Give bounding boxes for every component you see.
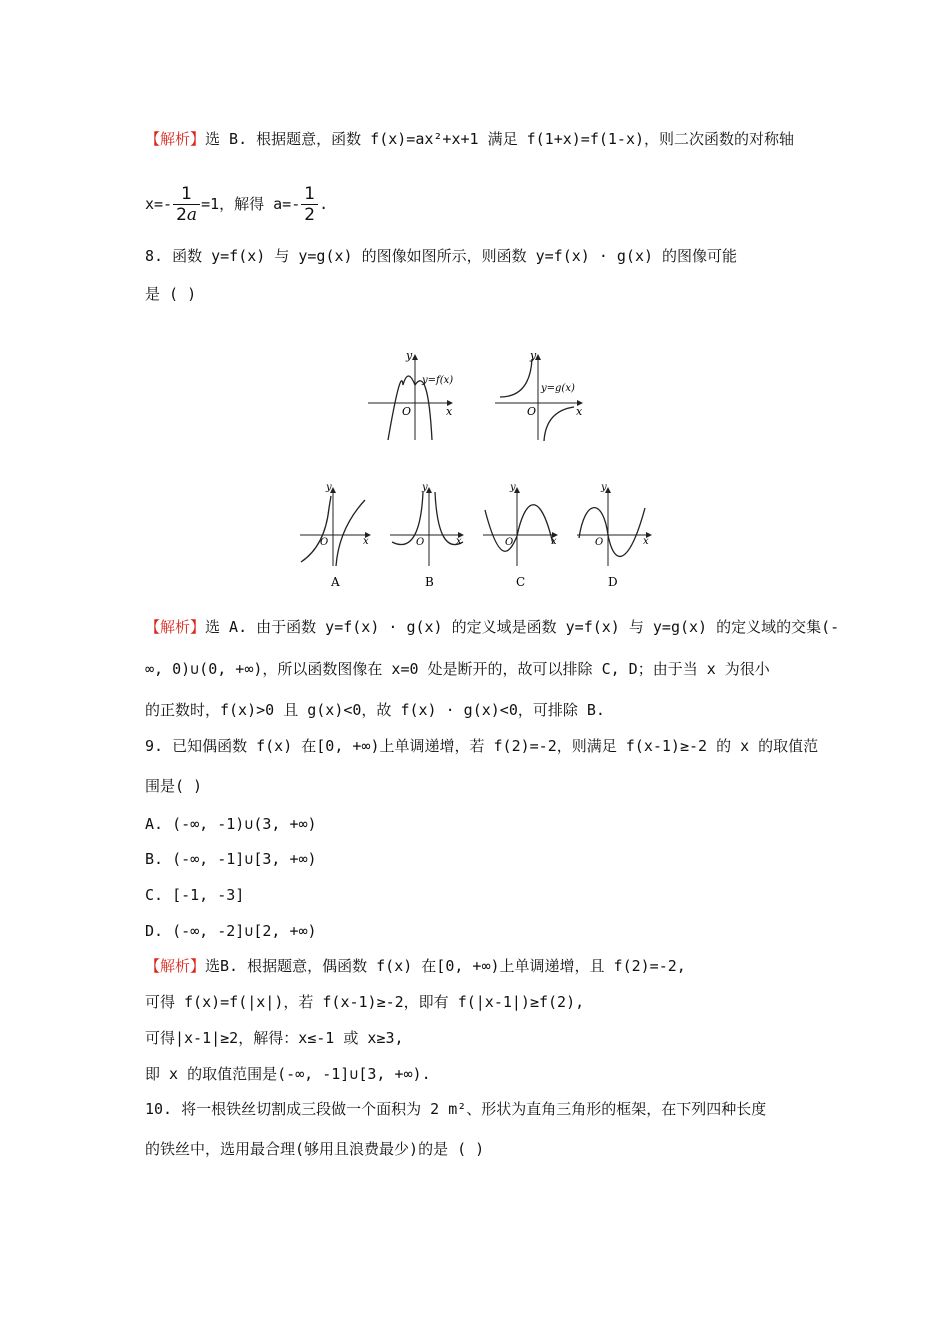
question-10-line-1: 10. 将一根铁丝切割成三段做一个面积为 2 m²、形状为直角三角形的框架，在下列四种长度 — [145, 1100, 767, 1118]
question-8-line-1: 8. 函数 y=f(x) 与 y=g(x) 的图像如图所示，则函数 y=f(x) · g(x) 的图像可能 — [145, 247, 738, 265]
question-10-line-2: 的铁丝中，选用最合理(够用且浪费最少)的是 ( ) — [145, 1140, 485, 1158]
origin-label: O — [402, 405, 412, 418]
question-9-line-1: 9. 已知偶函数 f(x) 在[0, +∞)上单调递增，若 f(2)=-2，则满足 f(x-1)≥-2 的 x 的取值范 — [145, 737, 819, 755]
solution-tag: 【解析】 — [145, 957, 206, 975]
function-graphs-figure — [360, 345, 600, 445]
curve-label-f: y=f(x) — [422, 375, 454, 386]
svg-text:x: x — [643, 536, 649, 547]
y-axis-label: y — [406, 349, 413, 362]
option-a-graph — [300, 482, 370, 589]
svg-text:y: y — [422, 482, 428, 493]
graph-g — [495, 349, 583, 441]
option-a-label: A — [331, 575, 340, 589]
option-b-graph — [390, 482, 463, 589]
fraction-1-over-2a: $\frac{1}{2a}$ — [173, 184, 200, 225]
solution-7-text: 选 B. 根据题意，函数 f(x)=ax²+x+1 满足 f(1+x)=f(1-x)，则二次函数的对称轴 — [205, 130, 795, 148]
x-axis-label: x — [446, 405, 453, 418]
fraction-1-over-2: $\frac{1}{2}$ — [301, 184, 318, 225]
svg-text:x: x — [363, 536, 369, 547]
svg-text:O: O — [595, 537, 604, 548]
solution-9-line-4: 即 x 的取值范围是(-∞, -1]∪[3, +∞). — [145, 1065, 431, 1083]
origin-label: O — [527, 405, 537, 418]
solution-7-line-2: x=- $\frac{1}{2a}$ =1，解得 a=- $\frac{1}{2}$ . — [145, 184, 329, 225]
option-b-label: B — [425, 575, 434, 589]
svg-text:y: y — [601, 482, 607, 493]
option-b: B. (-∞, -1]∪[3, +∞) — [145, 850, 317, 868]
x-axis-label: x — [576, 405, 583, 418]
curve-label-g: y=g(x) — [541, 383, 575, 394]
svg-text:O: O — [320, 537, 329, 548]
solution-tag: 【解析】 — [145, 130, 206, 148]
solution-8-line-2: ∞, 0)∪(0, +∞)，所以函数图像在 x=0 处是断开的，故可以排除 C, D；由于当 x 为很小 — [145, 660, 770, 678]
solution-7-line-1 — [145, 128, 794, 150]
solution-9-line-2: 可得 f(x)=f(|x|)，若 f(x-1)≥-2，即有 f(|x-1|)≥f(2), — [145, 993, 585, 1011]
option-c-label: C — [516, 575, 526, 589]
option-d-label: D — [608, 575, 618, 589]
option-d-graph — [577, 482, 651, 589]
answer-options-figure — [295, 478, 660, 593]
solution-9-line-3: 可得|x-1|≥2，解得：x≤-1 或 x≥3, — [145, 1029, 404, 1047]
equation-middle: =1，解得 a=- — [201, 195, 301, 213]
option-c-graph — [483, 482, 557, 589]
question-9-line-2: 围是( ) — [145, 777, 203, 795]
svg-text:x: x — [551, 536, 557, 547]
question-8-line-2: 是 ( ) — [145, 285, 197, 303]
svg-text:O: O — [416, 537, 425, 548]
solution-8-line-3: 的正数时，f(x)>0 且 g(x)<0，故 f(x) · g(x)<0，可排除 B. — [145, 701, 605, 719]
solution-8-line-1: 【解析】选 A. 由于函数 y=f(x) · g(x) 的定义域是函数 y=f(x) 与 y=g(x) 的定义域的交集(- — [145, 618, 840, 636]
svg-text:x: x — [456, 536, 462, 547]
equation-prefix: x=- — [145, 195, 173, 213]
option-d: D. (-∞, -2]∪[2, +∞) — [145, 922, 317, 940]
graph-f — [368, 349, 453, 440]
y-axis-label: y — [530, 349, 537, 362]
svg-text:O: O — [505, 537, 514, 548]
solution-9-line-1: 【解析】选B. 根据题意，偶函数 f(x) 在[0, +∞)上单调递增，且 f(2)=-2, — [145, 957, 686, 975]
solution-tag: 【解析】 — [145, 618, 206, 636]
option-a: A. (-∞, -1)∪(3, +∞) — [145, 815, 317, 833]
option-c: C. [-1, -3] — [145, 886, 245, 904]
svg-text:y: y — [326, 482, 332, 493]
svg-text:y: y — [510, 482, 516, 493]
